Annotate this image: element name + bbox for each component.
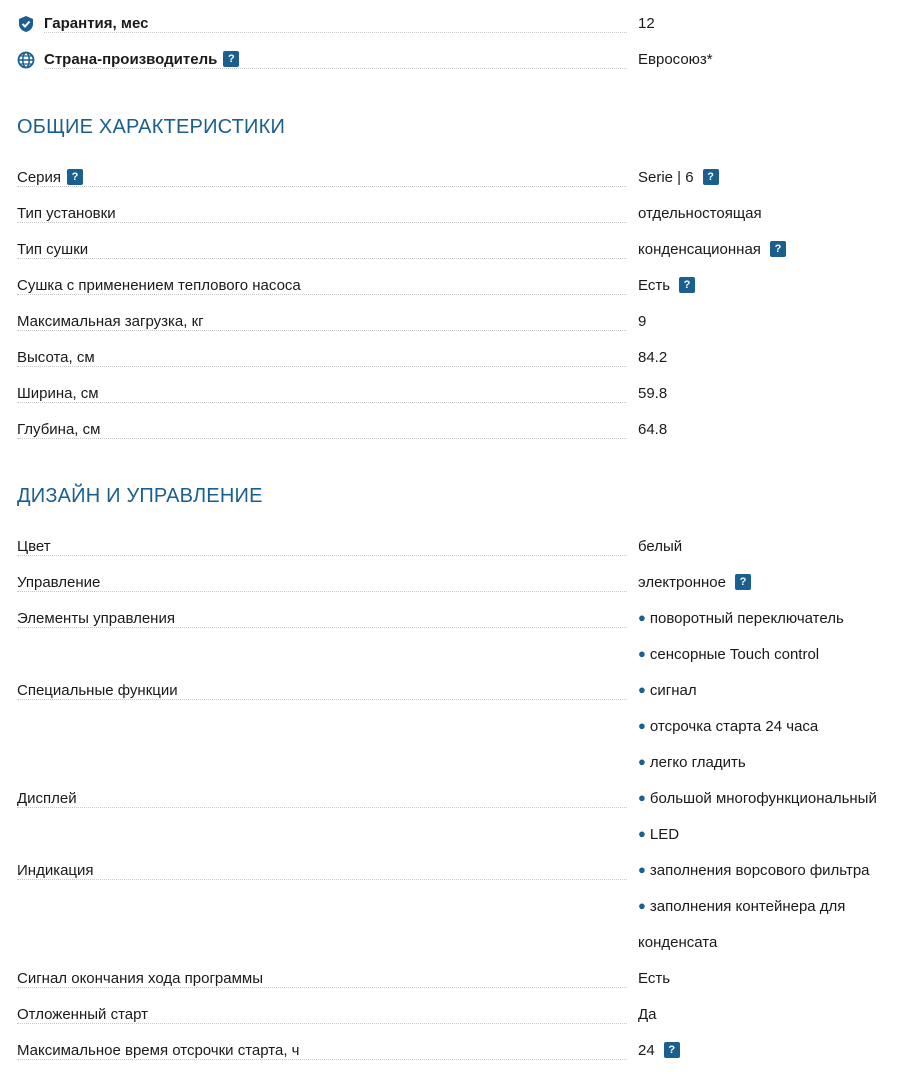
spec-value: 12 [638, 15, 655, 32]
spec-row-indication-cont [17, 925, 909, 961]
spec-row-height [17, 340, 909, 376]
help-icon[interactable]: ? [679, 277, 695, 293]
spec-value: электронное [638, 574, 726, 591]
spec-row-display-cont [17, 817, 909, 853]
spec-value: Есть [638, 277, 671, 294]
spec-label: Специальные функции [17, 682, 184, 699]
help-icon[interactable]: ? [664, 1042, 680, 1058]
spec-row-end-signal [17, 961, 909, 997]
spec-label: Управление [17, 574, 106, 591]
spec-row-indication [17, 853, 909, 889]
spec-label: Тип установки [17, 205, 122, 222]
spec-label: Максимальное время отсрочки старта, ч [17, 1042, 305, 1059]
spec-value: сенсорные Touch control [649, 646, 820, 663]
dotted-leader [17, 258, 627, 259]
dotted-leader [17, 222, 627, 223]
spec-value: белый [638, 538, 683, 555]
spec-row-display [17, 781, 909, 817]
dotted-leader [17, 330, 627, 331]
spec-row-country [17, 42, 909, 78]
bullet-icon: ● [638, 754, 646, 769]
spec-value: 9 [638, 313, 647, 330]
spec-value: Да [638, 1006, 657, 1023]
spec-row-special-cont [17, 709, 909, 745]
section-heading-design: ДИЗАЙН И УПРАВЛЕНИЕ [17, 485, 263, 507]
dotted-leader [17, 438, 627, 439]
spec-row-special [17, 673, 909, 709]
spec-value: заполнения ворсового фильтра [649, 862, 870, 879]
help-icon[interactable]: ? [67, 169, 83, 185]
spec-label: Страна-производитель [44, 51, 218, 68]
spec-label: Отложенный старт [17, 1006, 154, 1023]
spec-row-control [17, 565, 909, 601]
spec-label: Глубина, см [17, 421, 106, 438]
dotted-leader [17, 987, 627, 988]
help-icon[interactable]: ? [770, 241, 786, 257]
spec-value: 59.8 [638, 385, 668, 402]
spec-row-delayed-start [17, 997, 909, 1033]
section-heading-general: ОБЩИЕ ХАРАКТЕРИСТИКИ [17, 116, 286, 138]
spec-row-indication-cont [17, 889, 909, 925]
spec-row-warranty [17, 6, 909, 42]
bullet-icon: ● [638, 862, 646, 877]
help-icon[interactable]: ? [223, 51, 239, 67]
spec-label: Серия [17, 169, 62, 186]
dotted-leader [17, 402, 627, 403]
spec-label: Высота, см [17, 349, 101, 366]
dotted-leader [17, 186, 627, 187]
spec-value: отдельностоящая [638, 205, 762, 222]
spec-value: конденсационная [638, 241, 761, 258]
spec-value: большой многофункциональный [649, 790, 877, 807]
spec-label: Индикация [17, 862, 100, 879]
spec-row-width [17, 376, 909, 412]
spec-row-controls-cont [17, 637, 909, 673]
bullet-icon: ● [638, 718, 646, 733]
help-icon[interactable]: ? [735, 574, 751, 590]
spec-row-dry-type [17, 232, 909, 268]
spec-row-controls [17, 601, 909, 637]
spec-value: Serie | 6 [638, 169, 694, 186]
spec-label: Максимальная загрузка, кг [17, 313, 210, 330]
spec-value: сигнал [649, 682, 697, 699]
spec-label: Дисплей [17, 790, 83, 807]
spec-row-color [17, 529, 909, 565]
spec-label: Цвет [17, 538, 57, 555]
bullet-icon: ● [638, 646, 646, 661]
spec-value: заполнения контейнера для [649, 898, 846, 915]
spec-value: 84.2 [638, 349, 668, 366]
spec-row-depth [17, 412, 909, 448]
help-icon[interactable]: ? [703, 169, 719, 185]
dotted-leader [17, 807, 627, 808]
spec-value: 64.8 [638, 421, 668, 438]
bullet-icon: ● [638, 826, 646, 841]
bullet-icon: ● [638, 682, 646, 697]
spec-row-max-load [17, 304, 909, 340]
shield-check-icon [17, 15, 35, 33]
bullet-icon: ● [638, 610, 646, 625]
spec-label: Ширина, см [17, 385, 105, 402]
dotted-leader [17, 591, 627, 592]
dotted-leader [17, 1023, 627, 1024]
spec-value: 24 [638, 1042, 655, 1059]
spec-value: отсрочка старта 24 часа [649, 718, 819, 735]
dotted-leader [17, 627, 627, 628]
spec-value: легко гладить [649, 754, 746, 771]
spec-row-max-delay [17, 1033, 909, 1069]
dotted-leader [17, 366, 627, 367]
spec-value: LED [649, 826, 680, 843]
dotted-leader [17, 879, 627, 880]
spec-label: Гарантия, мес [44, 15, 154, 32]
spec-label: Элементы управления [17, 610, 181, 627]
bullet-icon: ● [638, 790, 646, 805]
bullet-icon: ● [638, 898, 646, 913]
dotted-leader [17, 1059, 627, 1060]
spec-value: поворотный переключатель [649, 610, 844, 627]
dotted-leader [17, 294, 627, 295]
dotted-leader [44, 32, 627, 33]
spec-value: конденсата [638, 934, 718, 951]
spec-row-series [17, 160, 909, 196]
spec-label: Тип сушки [17, 241, 94, 258]
spec-row-heat-pump [17, 268, 909, 304]
spec-value: Есть [638, 970, 671, 987]
dotted-leader [17, 699, 627, 700]
dotted-leader [17, 555, 627, 556]
spec-row-special-cont [17, 745, 909, 781]
spec-row-install [17, 196, 909, 232]
dotted-leader [44, 68, 627, 69]
spec-label: Сушка с применением теплового насоса [17, 277, 307, 294]
globe-icon [17, 51, 35, 69]
spec-value: Евросоюз* [638, 51, 713, 68]
spec-label: Сигнал окончания хода программы [17, 970, 269, 987]
